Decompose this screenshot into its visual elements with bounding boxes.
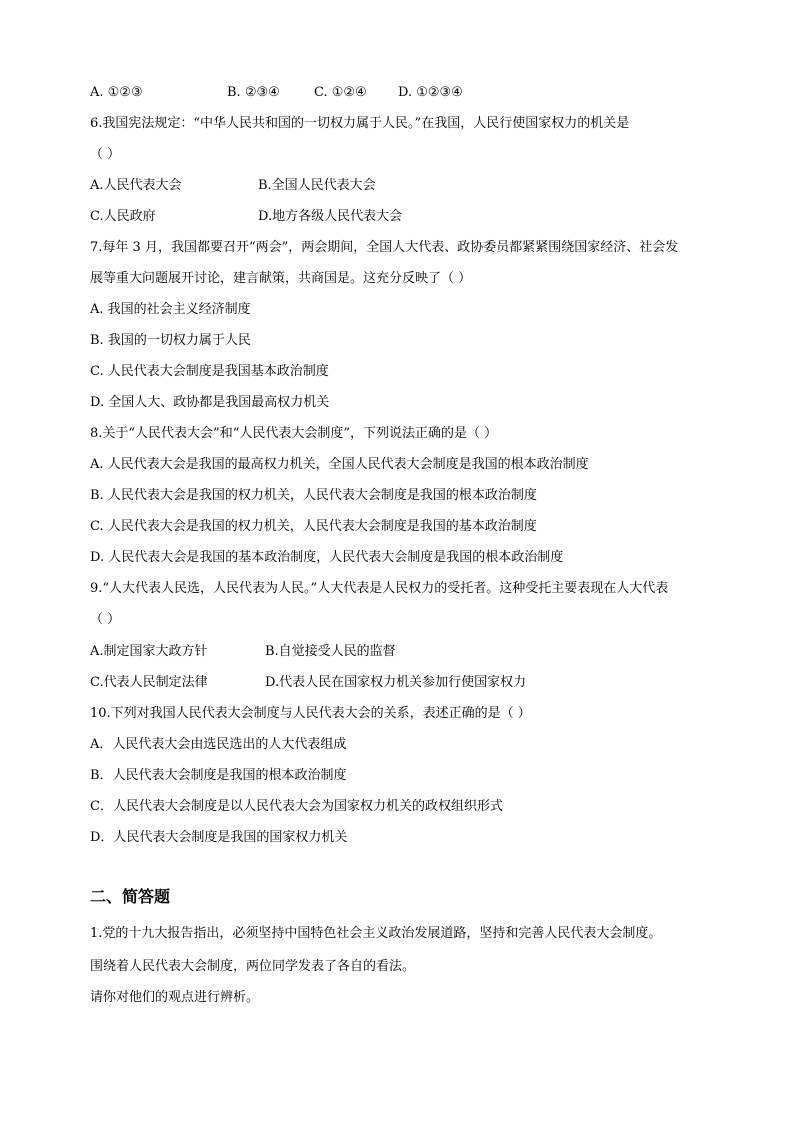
- q5-option-c: C. ①②④: [314, 85, 367, 100]
- q7-option-a: A. 我国的社会主义经济制度: [90, 302, 251, 317]
- q6-option-c: C.人民政府: [90, 209, 156, 224]
- q7-option-b: B. 我国的一切权力属于人民: [90, 333, 251, 348]
- q6-answer-paren: （ ）: [90, 147, 121, 162]
- q6-option-d: D.地方各级人民代表大会: [258, 209, 403, 224]
- q10-stem: 10.下列对我国人民代表大会制度与人民代表大会的关系，表述正确的是（ ）: [90, 706, 531, 721]
- q9-option-a: A.制定国家大政方针: [90, 644, 208, 659]
- s2-q1-line3: 请你对他们的观点进行辨析。: [90, 990, 260, 1005]
- q8-stem: 8.关于“人民代表大会”和“人民代表大会制度”，下列说法正确的是（ ）: [90, 426, 498, 441]
- q5-option-d: D. ①②③④: [398, 85, 463, 100]
- q8-option-b: B. 人民代表大会是我国的权力机关，人民代表大会制度是我国的根本政治制度: [90, 488, 537, 503]
- q10-option-d: D．人民代表大会制度是我国的国家权力机关: [90, 830, 348, 845]
- section-heading: 二、简答题: [90, 887, 171, 906]
- q6-stem: 6.我国宪法规定：“中华人民共和国的一切权力属于人民。”在我国，人民行使国家权力的机关是: [90, 116, 630, 131]
- q6-option-b: B.全国人民代表大会: [258, 178, 376, 193]
- q9-stem: 9.“人大代表人民选，人民代表为人民。”人大代表是人民权力的受托者。这种受托主要表现在人大代表: [90, 581, 669, 596]
- q8-option-a: A. 人民代表大会是我国的最高权力机关，全国人民代表大会制度是我国的根本政治制度: [90, 457, 589, 472]
- q6-option-a: A.人民代表大会: [90, 178, 182, 193]
- q7-option-d: D. 全国人大、政协都是我国最高权力机关: [90, 395, 330, 410]
- q9-option-c: C.代表人民制定法律: [90, 675, 208, 690]
- q8-option-d: D. 人民代表大会是我国的基本政治制度，人民代表大会制度是我国的根本政治制度: [90, 550, 564, 565]
- q5-option-b: B. ②③④: [227, 85, 280, 100]
- q10-option-a: A．人民代表大会由选民选出的人大代表组成: [90, 737, 347, 752]
- q9-answer-paren: （ ）: [90, 612, 121, 627]
- q7-stem-line1: 7.每年 3 月，我国都要召开“两会”，两会期间，全国人大代表、政协委员都紧紧围绕国家经济、社会发: [90, 240, 679, 255]
- q7-option-c: C. 人民代表大会制度是我国基本政治制度: [90, 364, 329, 379]
- s2-q1-line2: 围绕着人民代表大会制度，两位同学发表了各自的看法。: [90, 959, 416, 974]
- q5-option-a: A. ①②③: [90, 85, 143, 100]
- q8-option-c: C. 人民代表大会是我国的权力机关，人民代表大会制度是我国的基本政治制度: [90, 519, 537, 534]
- q7-stem-line2: 展等重大问题展开讨论，建言献策，共商国是。这充分反映了（ ）: [90, 271, 472, 286]
- q10-option-c: C．人民代表大会制度是以人民代表大会为国家权力机关的政权组织形式: [90, 799, 503, 814]
- q9-option-b: B.自觉接受人民的监督: [265, 644, 396, 659]
- q9-option-d: D.代表人民在国家权力机关参加行使国家权力: [265, 675, 527, 690]
- q10-option-b: B．人民代表大会制度是我国的根本政治制度: [90, 768, 347, 783]
- s2-q1-line1: 1.党的十九大报告指出，必须坚持中国特色社会主义政治发展道路，坚持和完善人民代表大会制度。: [90, 926, 662, 941]
